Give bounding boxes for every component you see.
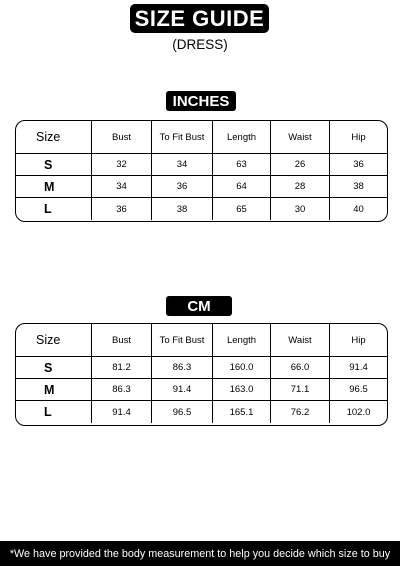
bust-value: 32 (91, 154, 151, 175)
header-size: Size (36, 333, 61, 347)
length-value: 163.0 (212, 379, 270, 400)
to-fit-bust-value: 91.4 (151, 379, 212, 400)
size-label: S (44, 360, 53, 375)
waist-value: 66.0 (270, 357, 329, 378)
size-label: L (44, 405, 52, 419)
cm-unit-label: CM (166, 296, 232, 316)
table-row (16, 357, 387, 379)
header-bust: Bust (91, 121, 151, 153)
hip-value: 102.0 (329, 401, 387, 423)
table-row (16, 154, 387, 176)
hip-value: 91.4 (329, 357, 387, 378)
size-label: M (44, 382, 55, 397)
inches-unit-label: INCHES (166, 91, 236, 111)
cm-size-table (15, 323, 388, 426)
hip-value: 96.5 (329, 379, 387, 400)
bust-value: 91.4 (91, 401, 151, 423)
table-header-row (16, 324, 387, 357)
length-value: 64 (212, 176, 270, 197)
header-length: Length (212, 324, 270, 356)
header-waist: Waist (270, 324, 329, 356)
to-fit-bust-value: 36 (151, 176, 212, 197)
header-hip: Hip (329, 324, 387, 356)
header-size: Size (36, 130, 61, 144)
inches-size-table (15, 120, 388, 222)
bust-value: 34 (91, 176, 151, 197)
waist-value: 76.2 (270, 401, 329, 423)
table-row (16, 198, 387, 220)
bust-value: 81.2 (91, 357, 151, 378)
to-fit-bust-value: 96.5 (151, 401, 212, 423)
header-length: Length (212, 121, 270, 153)
bust-value: 36 (91, 198, 151, 220)
header-to-fit-bust: To Fit Bust (151, 324, 212, 356)
size-label: L (44, 202, 52, 216)
waist-value: 71.1 (270, 379, 329, 400)
to-fit-bust-value: 38 (151, 198, 212, 220)
hip-value: 36 (329, 154, 387, 175)
header-bust: Bust (91, 324, 151, 356)
length-value: 165.1 (212, 401, 270, 423)
header-waist: Waist (270, 121, 329, 153)
waist-value: 28 (270, 176, 329, 197)
waist-value: 30 (270, 198, 329, 220)
length-value: 63 (212, 154, 270, 175)
page-subtitle: (DRESS) (172, 37, 228, 52)
length-value: 160.0 (212, 357, 270, 378)
page-title: SIZE GUIDE (130, 4, 269, 33)
table-header-row (16, 121, 387, 154)
hip-value: 38 (329, 176, 387, 197)
waist-value: 26 (270, 154, 329, 175)
table-row (16, 176, 387, 198)
bust-value: 86.3 (91, 379, 151, 400)
size-label: M (44, 179, 55, 194)
header-hip: Hip (329, 121, 387, 153)
footer-note: *We have provided the body measurement to help you decide which size to buy (0, 541, 400, 566)
length-value: 65 (212, 198, 270, 220)
table-row (16, 401, 387, 423)
size-label: S (44, 157, 53, 172)
to-fit-bust-value: 34 (151, 154, 212, 175)
table-row (16, 379, 387, 401)
header-to-fit-bust: To Fit Bust (151, 121, 212, 153)
hip-value: 40 (329, 198, 387, 220)
to-fit-bust-value: 86.3 (151, 357, 212, 378)
